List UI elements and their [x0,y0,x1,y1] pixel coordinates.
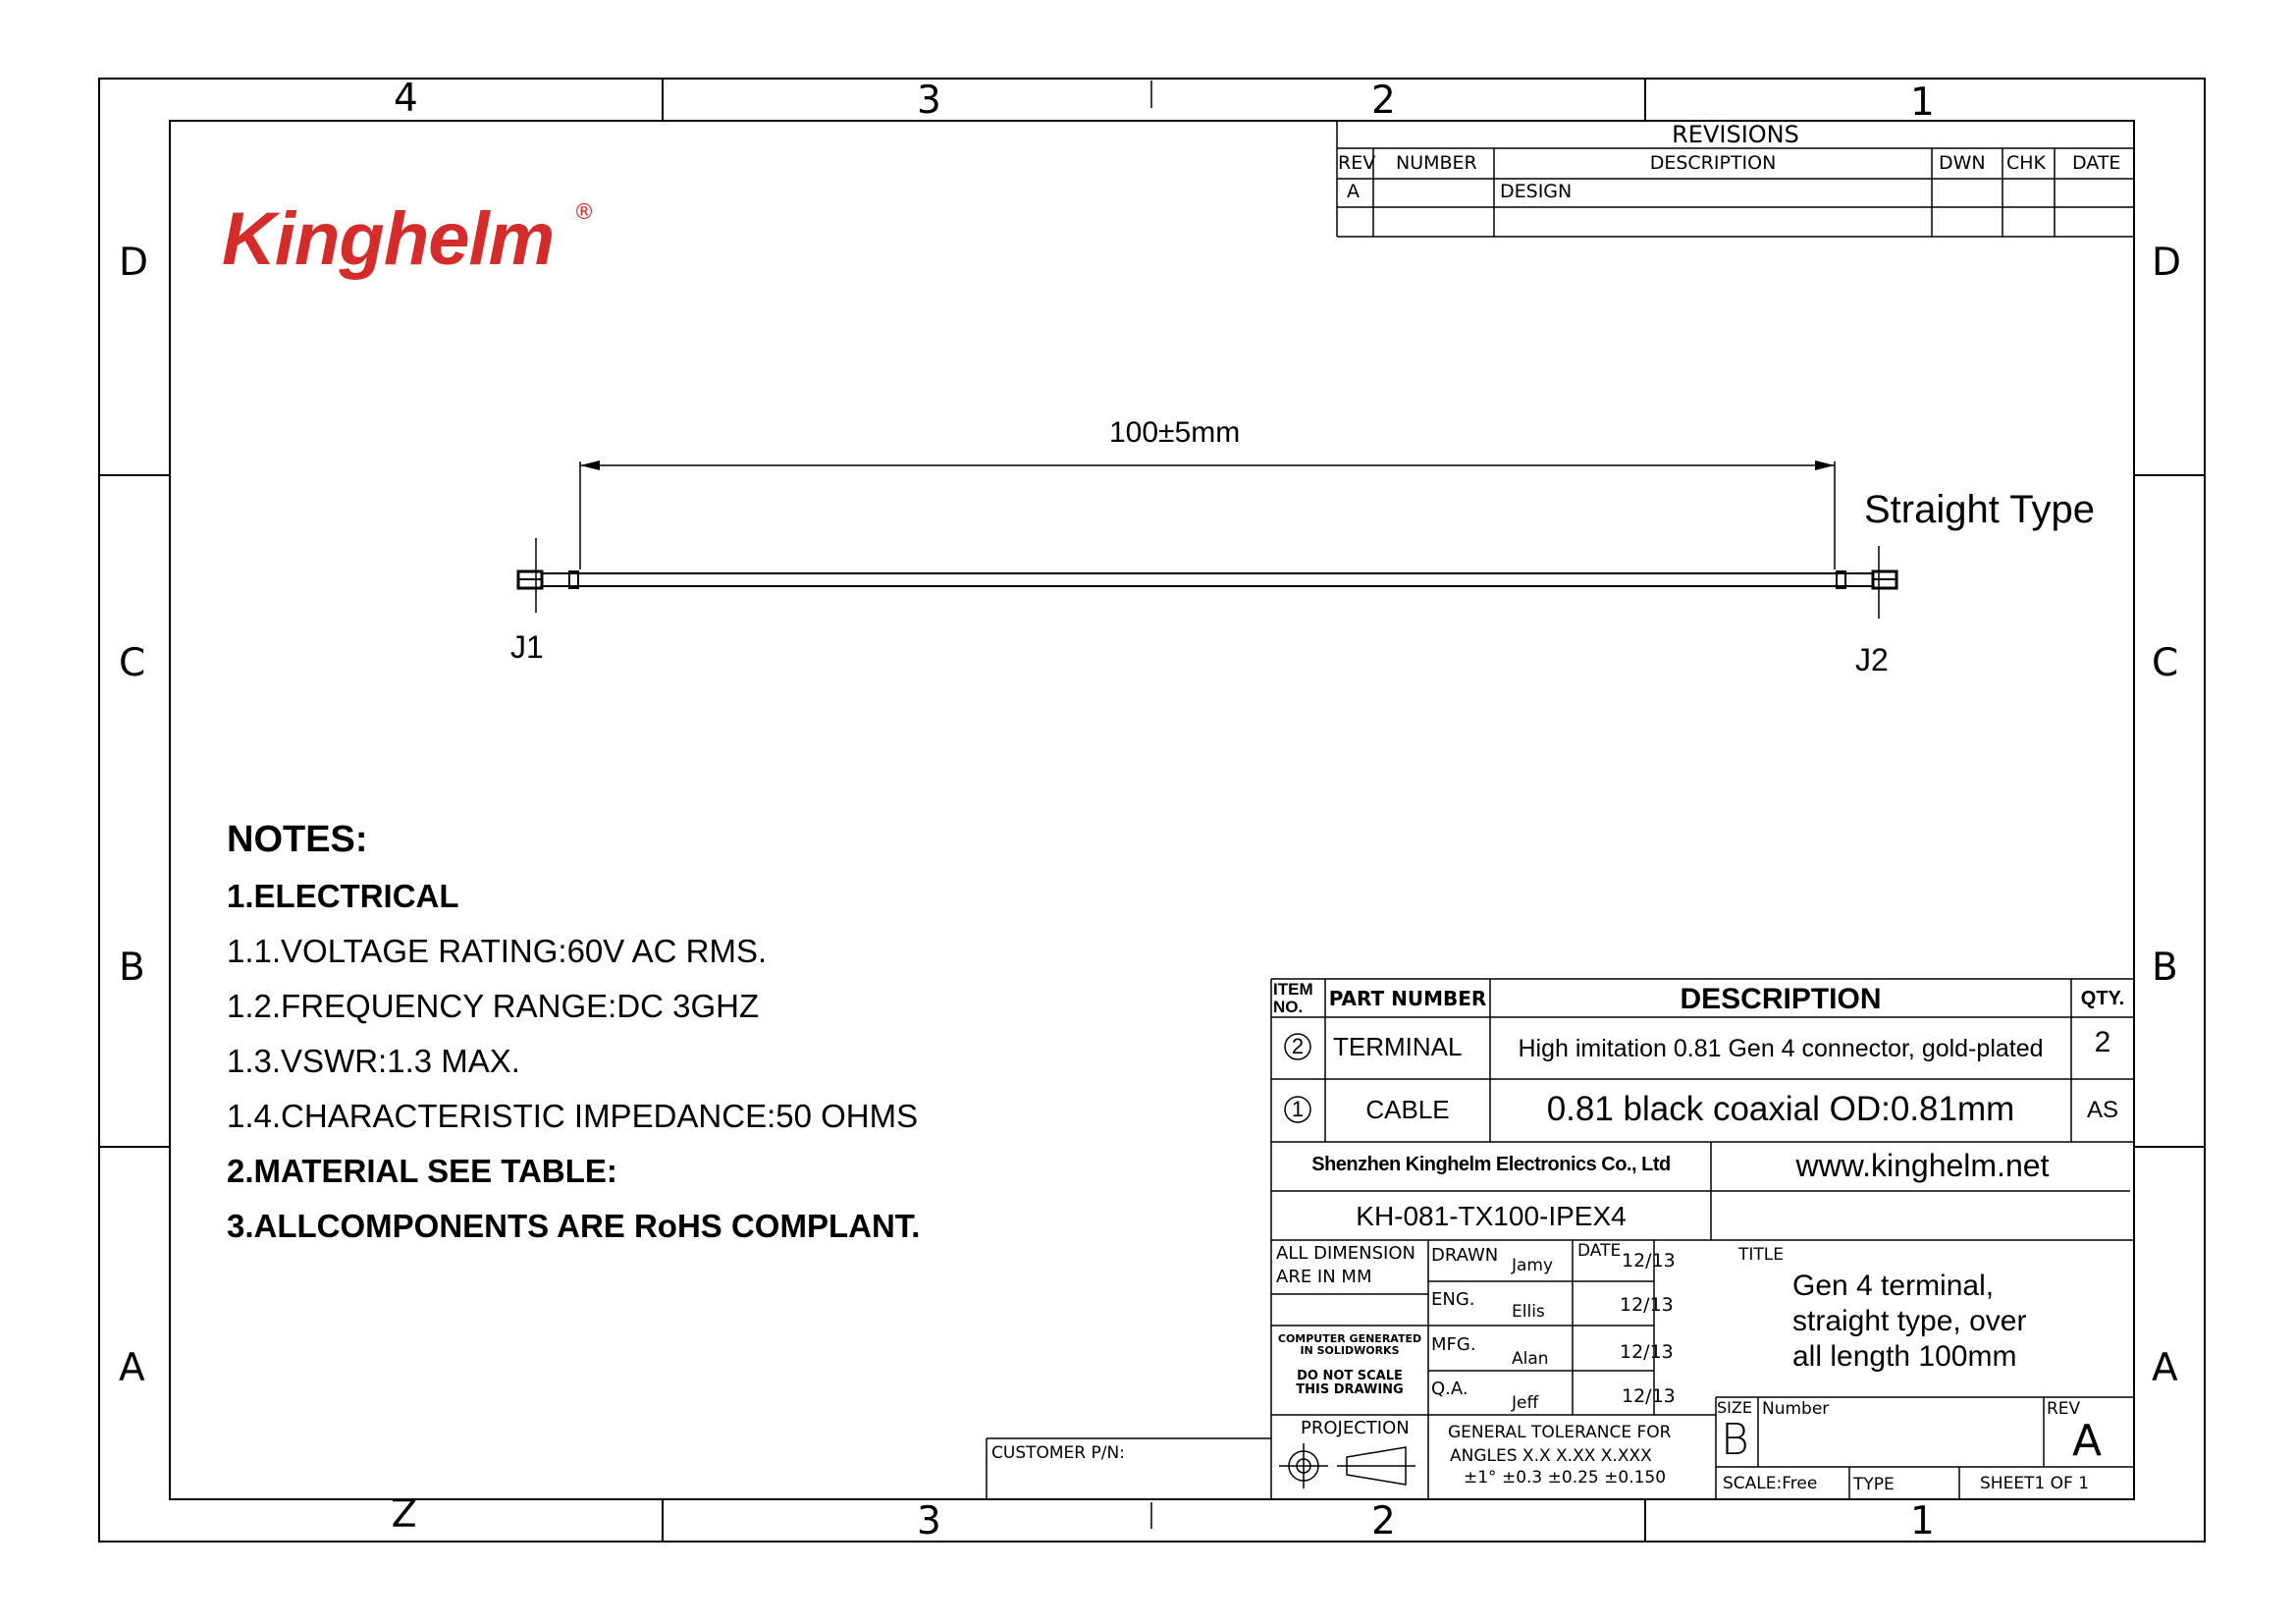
zone-col-bottom-1: 1 [1910,1499,1935,1543]
drawing-title-line3: all length 100mm [1792,1340,2017,1373]
zone-row-left-a: A [119,1346,145,1390]
bom-header-item [1273,981,1313,1016]
projection-symbol [1279,1443,1415,1489]
zone-row-right-c: C [2152,641,2179,685]
company-website: www.kinghelm.net [1795,1148,2050,1183]
zone-row-right-b: B [2152,946,2178,990]
bom-row-item: 1 [1291,1097,1305,1121]
rev-header-dwn: DWN [1939,152,1986,174]
size-label: SIZE [1717,1398,1752,1417]
note-line-2: 1.1.VOLTAGE RATING:60V AC RMS. [227,933,768,969]
cad-note-line4: THIS DRAWING [1296,1381,1404,1397]
approval-date: 12/13 [1622,1250,1676,1272]
approval-role: ENG. [1431,1289,1475,1310]
bom-header-qty: QTY. [2080,988,2125,1009]
size-value: B [1721,1415,1749,1465]
approval-date: 12/13 [1620,1294,1674,1316]
zone-col-bottom-4: Z [391,1489,417,1533]
revisions-title: REVISIONS [1672,121,1799,148]
zone-col-top-4: 4 [394,77,418,121]
rev-value: A [2072,1416,2103,1466]
zone-row-left-d: D [119,241,149,285]
rev-header-date: DATE [2072,152,2121,174]
drawing-title [1792,1269,2026,1375]
bom-header-item-line1: ITEM [1273,980,1313,999]
zone-col-top-3: 3 [917,79,941,123]
zone-col-bottom-3: 3 [917,1499,941,1543]
approval-name: Alan [1512,1349,1549,1369]
cad-note-line1: COMPUTER GENERATED [1277,1332,1422,1345]
cad-note-line2: IN SOLIDWORKS [1300,1343,1400,1357]
bom-header-part: PART NUMBER [1328,987,1487,1010]
rev-header-description: DESCRIPTION [1649,152,1777,174]
zone-row-right-a: A [2152,1346,2178,1390]
logo-text: Kinghelm [222,197,555,281]
bom-row-description: 0.81 black coaxial OD:0.81mm [1546,1090,2015,1128]
zone-row-right-d: D [2152,241,2182,285]
approval-name: Jamy [1512,1256,1554,1275]
zone-col-top-1: 1 [1910,81,1935,125]
sheet-count: SHEET1 OF 1 [1980,1474,2090,1493]
approval-role: MFG. [1431,1334,1476,1355]
zone-row-left-b: B [119,946,145,990]
overall-length-dimension: 100±5mm [1109,416,1241,449]
connector-j1-label: J1 [510,629,544,665]
projection-label: PROJECTION [1301,1418,1410,1438]
number-label: Number [1762,1399,1830,1419]
rev-row-description: DESIGN [1500,181,1573,202]
tolerance-line3: ±1° ±0.3 ±0.25 ±0.150 [1464,1468,1667,1488]
bom-header-item-line2: NO. [1273,998,1304,1016]
approval-role: DRAWN [1431,1245,1499,1266]
bom-row-description: High imitation 0.81 Gen 4 connector, gold-plated [1518,1035,2044,1062]
approval-date-label: DATE [1577,1241,1622,1261]
approval-date: 12/13 [1620,1341,1674,1363]
note-line-7: 3.ALLCOMPONENTS ARE RoHS COMPLANT. [227,1208,921,1244]
cad-note [1271,1333,1428,1396]
bom-header-description: DESCRIPTION [1680,983,1882,1015]
note-line-5: 1.4.CHARACTERISTIC IMPEDANCE:50 OHMS [227,1098,919,1134]
registered-mark: ® [573,200,595,225]
bom-row-item: 2 [1291,1034,1305,1058]
zone-col-top-2: 2 [1371,79,1396,123]
bom-row-part: CABLE [1365,1095,1450,1124]
straight-type-label: Straight Type [1864,488,2095,531]
cad-note-line3: DO NOT SCALE [1297,1369,1403,1384]
tolerance-line2: ANGLES X.X X.XX X.XXX [1450,1446,1652,1466]
rev-header-chk: CHK [2006,152,2047,174]
drawing-title-line1: Gen 4 terminal, [1792,1270,1995,1302]
customer-pn-label: CUSTOMER P/N: [991,1443,1125,1463]
bom-row-part: TERMINAL [1333,1032,1463,1061]
rev-row-rev: A [1347,181,1360,202]
connector-j2-label: J2 [1855,642,1889,677]
company-name: Shenzhen Kinghelm Electronics Co., Ltd [1311,1154,1671,1175]
note-line-4: 1.3.VSWR:1.3 MAX. [227,1043,520,1079]
title-label: TITLE [1738,1245,1784,1265]
tolerance-line1: GENERAL TOLERANCE FOR [1448,1423,1672,1442]
approval-role: Q.A. [1431,1379,1468,1399]
bom-row-qty: 2 [2094,1026,2111,1058]
rev-header-number: NUMBER [1396,152,1477,174]
rev-header-rev: REV [1338,152,1376,174]
zone-row-left-c: C [119,641,146,685]
drawing-part-number: KH-081-TX100-IPEX4 [1356,1201,1627,1231]
note-line-3: 1.2.FREQUENCY RANGE:DC 3GHZ [227,988,760,1024]
approval-name: Ellis [1512,1302,1545,1322]
note-line-1: 1.ELECTRICAL [227,878,459,914]
approval-name: Jeff [1512,1393,1539,1413]
bom-row-qty: AS [2086,1097,2118,1123]
note-line-6: 2.MATERIAL SEE TABLE: [227,1153,617,1189]
company-logo [222,197,555,281]
type-label: TYPE [1853,1475,1895,1494]
drawing-title-line2: straight type, over [1792,1305,2027,1337]
scale-value: SCALE:Free [1723,1474,1818,1493]
units-line2: ARE IN MM [1276,1267,1372,1287]
units-line1: ALL DIMENSION [1276,1243,1415,1264]
rev-label: REV [2047,1399,2081,1419]
zone-col-bottom-2: 2 [1371,1499,1396,1543]
approval-date: 12/13 [1622,1385,1676,1407]
notes-heading: NOTES: [227,819,368,860]
